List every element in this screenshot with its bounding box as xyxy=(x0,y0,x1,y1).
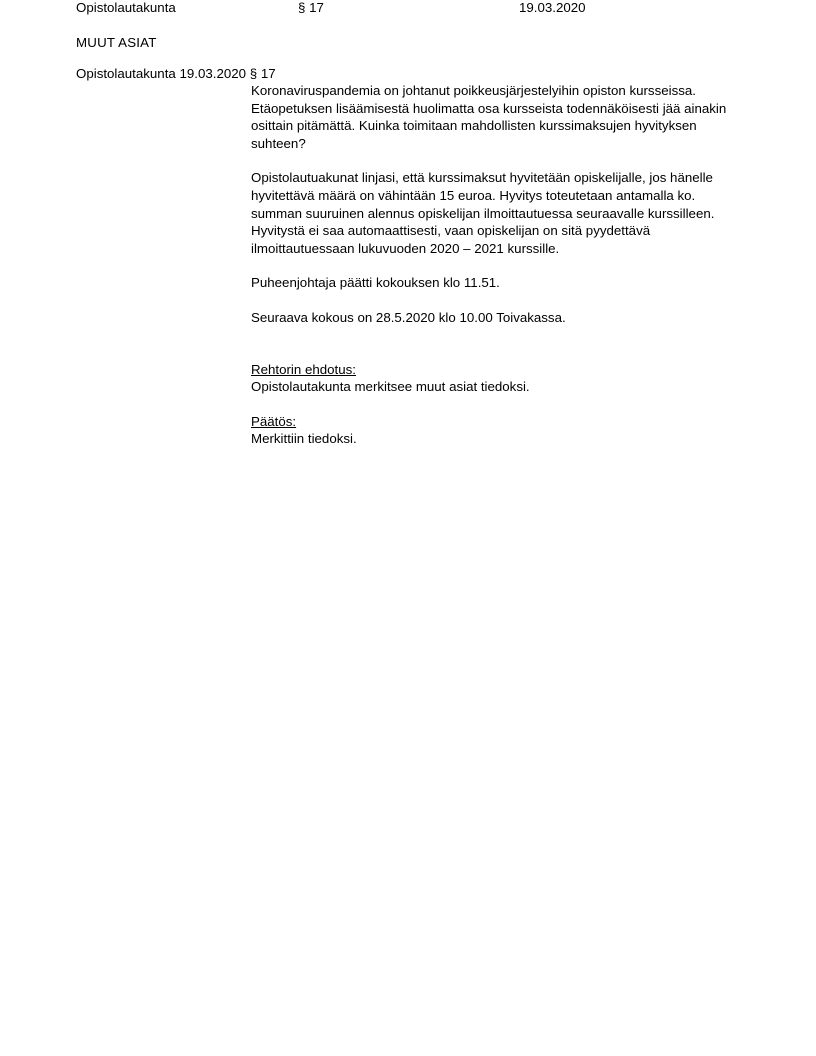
paragraph-policy: Opistolautuakunat linjasi, että kurssimaksut hyvitetään opiskelijalle, jos hänelle hyvitettävä määrä on vähintään 15 euroa. Hyvitys toteutetaan antamalla ko. summan suuruinen alennus opiskelijan ilmoittautuessa seuraavalle kurssilleen. Hyvitystä ei saa automaattisesti, vaan opiskelijan on sitä pyydettävä ilmoittautuessaan lukuvuoden 2020 – 2021 kurssille. xyxy=(251,170,715,256)
paragraph-next-meeting: Seuraava kokous on 28.5.2020 klo 10.00 Toivakassa. xyxy=(251,309,566,325)
header-section-number: § 17 xyxy=(298,0,324,15)
decision-block xyxy=(251,413,731,448)
proposal-heading: Rehtorin ehdotus: xyxy=(251,361,356,377)
agenda-reference: Opistolautakunta 19.03.2020 § 17 xyxy=(76,66,276,81)
proposal-text: Opistolautakunta merkitsee muut asiat tiedoksi. xyxy=(251,379,530,395)
document-body xyxy=(251,82,731,465)
section-spacer xyxy=(251,344,731,361)
paragraph-meeting-closed: Puheenjohtaja päätti kokouksen klo 11.51. xyxy=(251,275,500,291)
decision-text: Merkittiin tiedoksi. xyxy=(251,431,357,447)
page-title: MUUT ASIAT xyxy=(76,35,157,50)
header-organization: Opistolautakunta xyxy=(76,0,176,15)
header-date: 19.03.2020 xyxy=(519,0,586,15)
proposal-block xyxy=(251,361,731,396)
paragraph-background: Koronaviruspandemia on johtanut poikkeusjärjestelyihin opiston kursseissa. Etäopetuksen lisäämisestä huolimatta osa kursseista todennäköisesti jää ainakin osittain pitämättä. Kuinka toimitaan mahdollisten kurssimaksujen hyvityksen suhteen? xyxy=(251,83,727,151)
decision-heading: Päätös: xyxy=(251,413,297,429)
